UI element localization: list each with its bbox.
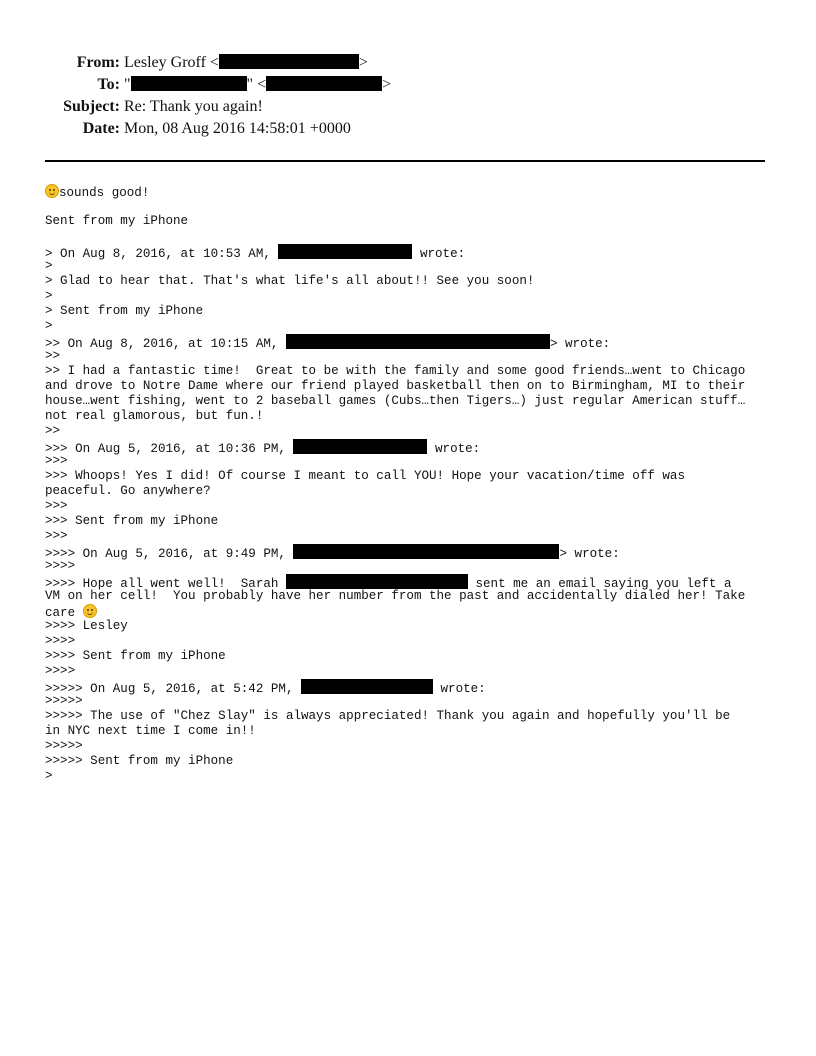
body-line: > <box>45 769 53 783</box>
redacted-name <box>301 679 433 694</box>
redacted-name <box>278 244 412 259</box>
header-divider <box>45 160 765 162</box>
smiley-icon <box>83 604 97 618</box>
to-row <box>40 74 391 96</box>
quote-header: >> On Aug 8, 2016, at 10:15 AM, > wrote: <box>45 334 775 349</box>
body-line: >>>> Hope all went well! Sarah sent me an email saying you left a <box>45 574 775 589</box>
redacted-name <box>131 76 247 91</box>
body-line: >>>>> The use of "Chez Slay" is always appreciated! Thank you again and hopefully you'll be <box>45 709 731 723</box>
redacted-email <box>286 334 550 349</box>
subject-value: Re: Thank you again! <box>124 98 263 115</box>
date-row <box>40 118 351 140</box>
body-line: >>>> <box>45 664 76 678</box>
quote-header: >>>> On Aug 5, 2016, at 9:49 PM, > wrote: <box>45 544 775 559</box>
body-line: >>>> <box>45 559 76 573</box>
body-line: VM on her cell! You probably have her number from the past and accidentally dialed her! Take <box>45 589 746 603</box>
body-line: >>>> Sent from my iPhone <box>45 649 226 663</box>
body-line: >>> <box>45 499 68 513</box>
body-line: house…went fishing, went to 2 baseball games (Cubs…then Tigers…) just regular American stuff… <box>45 394 746 408</box>
redacted-email <box>293 544 559 559</box>
body-line: >>> <box>45 529 68 543</box>
body-line: > Glad to hear that. That's what life's all about!! See you soon! <box>45 274 535 288</box>
to-open: " <box>124 76 131 93</box>
email-body <box>45 184 775 784</box>
body-line: in NYC next time I come in!! <box>45 724 256 738</box>
body-line: > <box>45 319 53 333</box>
subject-row <box>40 96 263 118</box>
date-value: Mon, 08 Aug 2016 14:58:01 +0000 <box>124 120 351 137</box>
body-line: >> I had a fantastic time! Great to be with the family and some good friends…went to Chicago <box>45 364 746 378</box>
date-label: Date: <box>82 120 120 137</box>
redacted-name <box>286 574 468 589</box>
body-line: >>> <box>45 454 68 468</box>
body-line: >>>> Lesley <box>45 619 128 633</box>
body-line: >>> Whoops! Yes I did! Of course I meant to call YOU! Hope your vacation/time off was <box>45 469 685 483</box>
body-line: >> <box>45 349 61 363</box>
body-line: > <box>45 289 53 303</box>
from-row <box>40 52 368 74</box>
body-line: not real glamorous, but fun.! <box>45 409 264 423</box>
body-line: > Sent from my iPhone <box>45 304 204 318</box>
body-line: > <box>45 259 53 273</box>
from-label: From: <box>76 54 120 71</box>
subject-label: Subject: <box>63 98 120 115</box>
to-label: To: <box>97 76 120 93</box>
body-line: >>>>> <box>45 694 83 708</box>
body-line: >> <box>45 424 61 438</box>
body-line: care <box>45 604 775 619</box>
redacted-email <box>266 76 382 91</box>
body-line: >>> Sent from my iPhone <box>45 514 219 528</box>
body-line: sounds good! <box>45 184 775 199</box>
body-line: peaceful. Go anywhere? <box>45 484 211 498</box>
to-mid: " < <box>246 76 267 93</box>
from-end: > <box>358 54 368 71</box>
body-line: and drove to Notre Dame where our friend played basketball then on to Birmingham, MI to their <box>45 379 746 393</box>
from-name: Lesley Groff < <box>124 54 219 71</box>
redacted-name <box>293 439 427 454</box>
body-line: >>>> <box>45 634 76 648</box>
redacted-email <box>219 54 359 69</box>
smiley-icon <box>45 184 59 198</box>
quote-header: >>>>> On Aug 5, 2016, at 5:42 PM, wrote: <box>45 679 775 694</box>
body-line: >>>>> Sent from my iPhone <box>45 754 234 768</box>
quote-header: >>> On Aug 5, 2016, at 10:36 PM, wrote: <box>45 439 775 454</box>
to-end: > <box>382 76 392 93</box>
body-line: Sent from my iPhone <box>45 214 189 228</box>
quote-header: > On Aug 8, 2016, at 10:53 AM, wrote: <box>45 244 775 259</box>
body-line: >>>>> <box>45 739 83 753</box>
